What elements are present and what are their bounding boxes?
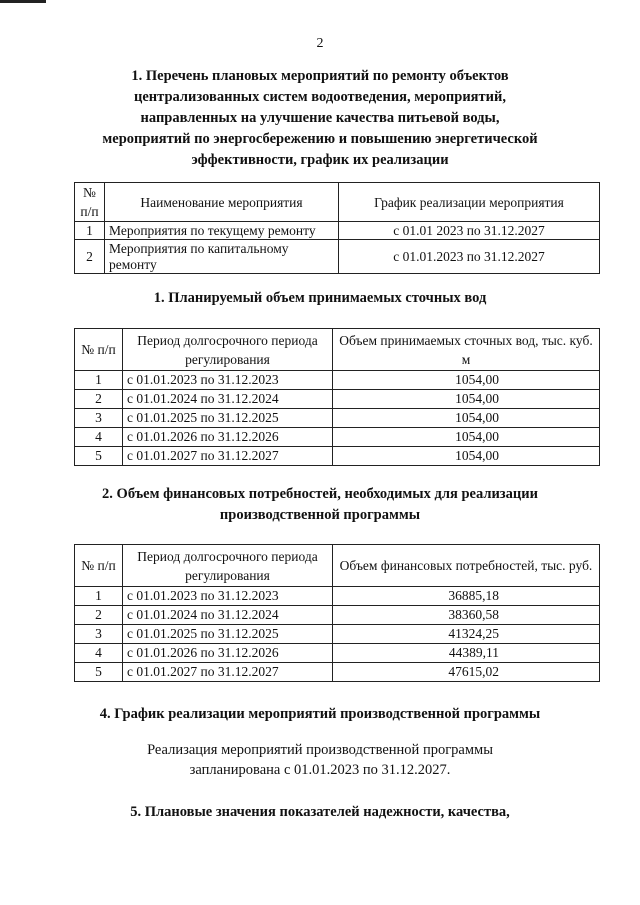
table-cell: 5 (75, 663, 123, 682)
table-cell: 5 (75, 447, 123, 466)
header-cell: График реализации мероприятия (339, 183, 600, 222)
table-cell: 1054,00 (333, 428, 600, 447)
section5-title: 5. Плановые значения показателей надежности, качества, (130, 804, 510, 820)
table-cell: 2 (75, 606, 123, 625)
table-cell: 44389,11 (333, 644, 600, 663)
table-row (75, 409, 600, 428)
table-row (75, 428, 600, 447)
table-cell: с 01.01.2025 по 31.12.2025 (123, 625, 333, 644)
header-cell: Период долгосрочного периода регулирования (123, 545, 333, 587)
table-cell: 38360,58 (333, 606, 600, 625)
table-cell: 41324,25 (333, 625, 600, 644)
header-cell: Объем финансовых потребностей, тыс. руб. (333, 545, 600, 587)
table-cell: с 01.01.2024 по 31.12.2024 (123, 606, 333, 625)
table-row (75, 240, 600, 274)
section4-text-line: Реализация мероприятий производственной программы (147, 742, 493, 758)
table-row (75, 587, 600, 606)
table-header-row (75, 545, 600, 587)
table-cell: 2 (75, 240, 105, 274)
table-row (75, 371, 600, 390)
table-cell: с 01.01.2023 по 31.12.2023 (123, 587, 333, 606)
section2-title: 1. Планируемый объем принимаемых сточных вод (153, 290, 487, 306)
table-cell: с 01.01.2026 по 31.12.2026 (123, 644, 333, 663)
table-row (75, 447, 600, 466)
table-cell: с 01.01.2027 по 31.12.2027 (123, 447, 333, 466)
section1-title-line: мероприятий по энергосбережению и повышению энергетической (102, 131, 538, 147)
section3-title-line: 2. Объем финансовых потребностей, необходимых для реализации (102, 486, 538, 502)
table-row (75, 222, 600, 240)
table-cell: с 01.01 2023 по 31.12.2027 (339, 222, 600, 240)
table-row (75, 390, 600, 409)
table-cell: Мероприятия по текущему ремонту (105, 222, 339, 240)
table-cell: 36885,18 (333, 587, 600, 606)
header-cell: Объем принимаемых сточных вод, тыс. куб. м (333, 329, 600, 371)
wastewater-volume-table (74, 328, 600, 466)
header-cell: № п/п (75, 545, 123, 587)
section1-title-line: централизованных систем водоотведения, мероприятий, (134, 89, 506, 105)
section1-title (0, 66, 640, 171)
section1-title-line: направленных на улучшение качества питьевой воды, (140, 110, 500, 126)
table-cell: с 01.01.2025 по 31.12.2025 (123, 409, 333, 428)
section1-title-line: эффективности, график их реализации (191, 152, 449, 168)
table-cell: 1 (75, 371, 123, 390)
table-cell: 2 (75, 390, 123, 409)
table-cell: 1054,00 (333, 371, 600, 390)
table-cell: с 01.01.2027 по 31.12.2027 (123, 663, 333, 682)
activities-table (74, 182, 600, 274)
table-row (75, 644, 600, 663)
section1-title-line: 1. Перечень плановых мероприятий по ремонту объектов (131, 68, 509, 84)
table-cell: 1054,00 (333, 409, 600, 428)
table-cell: 3 (75, 625, 123, 644)
table-header-row (75, 329, 600, 371)
header-cell: № п/п (75, 329, 123, 371)
table-cell: с 01.01.2024 по 31.12.2024 (123, 390, 333, 409)
section4-text (0, 740, 640, 780)
section3-title-line: производственной программы (219, 507, 421, 523)
table-cell: 1054,00 (333, 447, 600, 466)
header-cell: № п/п (75, 183, 105, 222)
financial-needs-table (74, 544, 600, 682)
table-row (75, 663, 600, 682)
table-row (75, 625, 600, 644)
scan-corner-mark (0, 0, 46, 3)
table-cell: с 01.01.2023 по 31.12.2027 (339, 240, 600, 274)
section3-title (0, 484, 640, 526)
table-cell: с 01.01.2026 по 31.12.2026 (123, 428, 333, 447)
table-cell: 1 (75, 587, 123, 606)
section4-title: 4. График реализации мероприятий производственной программы (99, 706, 541, 722)
table-row (75, 606, 600, 625)
table-cell: 1054,00 (333, 390, 600, 409)
table-cell: 4 (75, 428, 123, 447)
table-cell: 3 (75, 409, 123, 428)
header-cell: Период долгосрочного периода регулирования (123, 329, 333, 371)
table-cell: 4 (75, 644, 123, 663)
page-number: 2 (316, 36, 324, 51)
table-header-row (75, 183, 600, 222)
table-cell: с 01.01.2023 по 31.12.2023 (123, 371, 333, 390)
header-cell: Наименование мероприятия (105, 183, 339, 222)
table-cell: 47615,02 (333, 663, 600, 682)
table-cell: 1 (75, 222, 105, 240)
section4-text-line: запланирована с 01.01.2023 по 31.12.2027. (189, 762, 451, 778)
table-cell: Мероприятия по капитальному ремонту (105, 240, 339, 274)
